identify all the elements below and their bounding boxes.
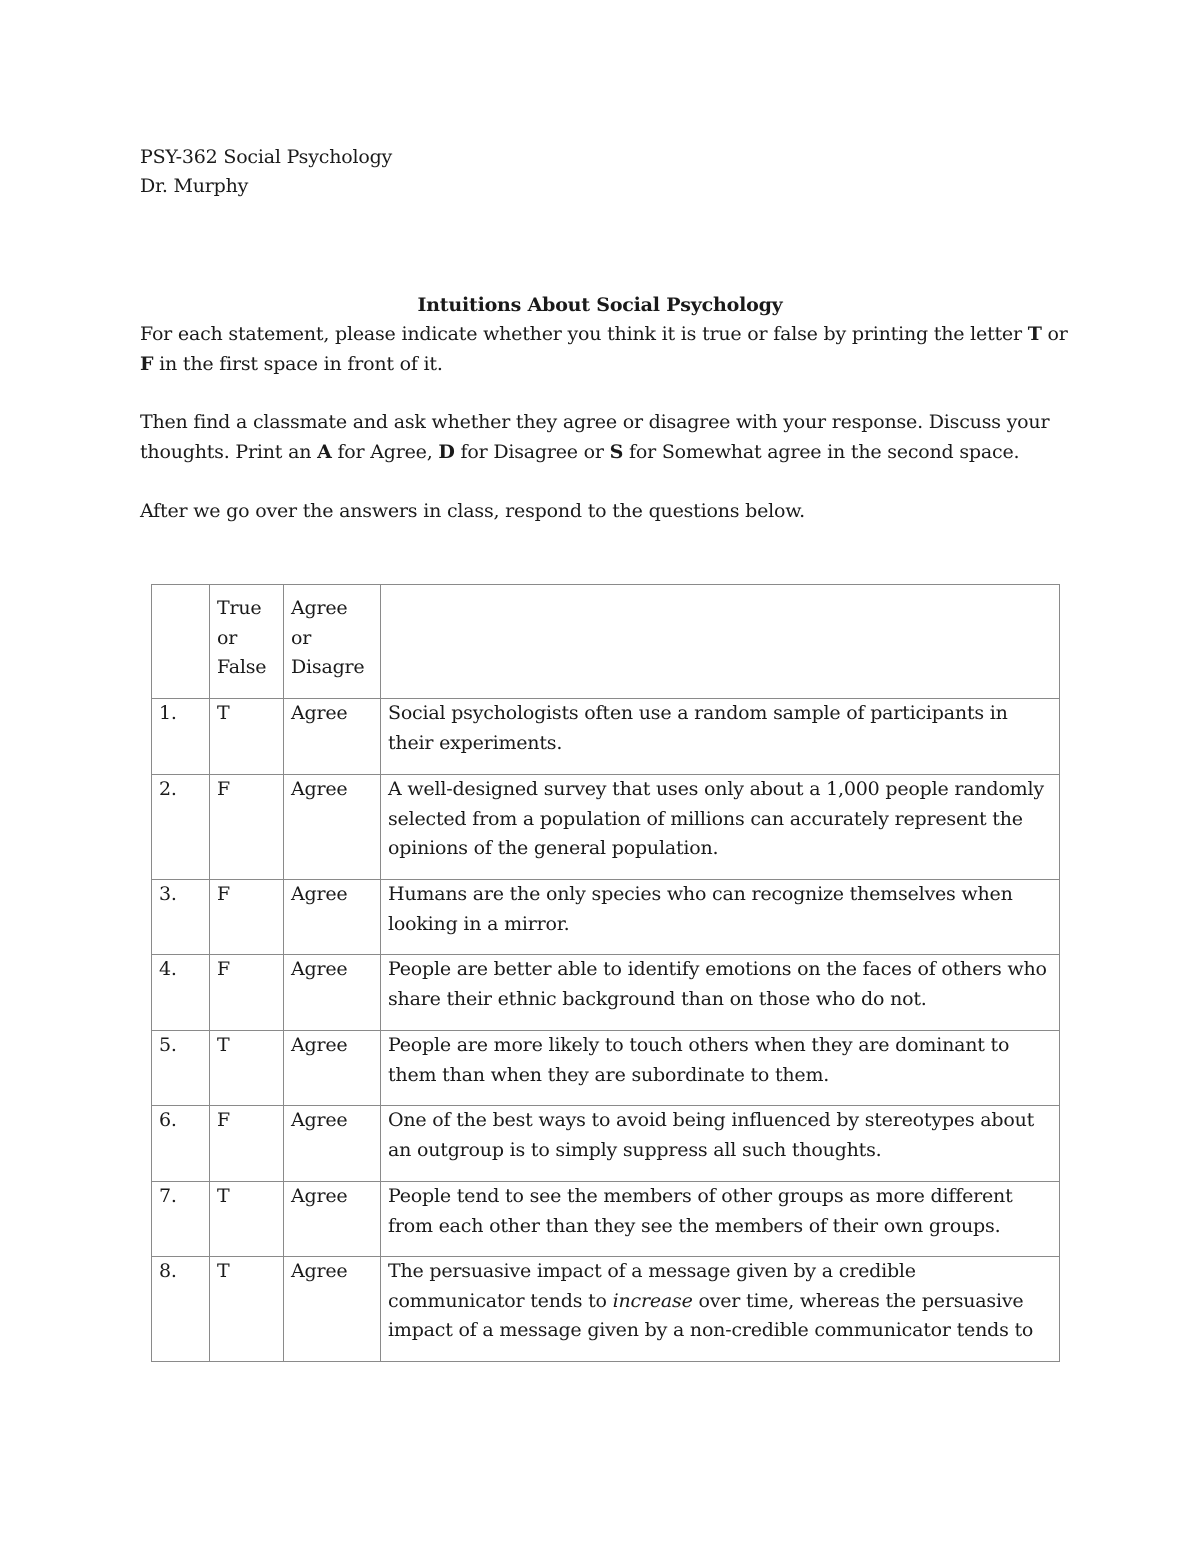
statement-text: Humans are the only species who can recognize themselves when looking in a mirror.	[381, 880, 1060, 955]
true-false-answer[interactable]: T	[210, 1182, 284, 1257]
table-row	[152, 955, 1060, 1031]
course-title: PSY-362 Social Psychology	[140, 146, 393, 168]
row-number: 4.	[152, 955, 210, 1031]
table-row	[152, 1031, 1060, 1106]
row-number: 8.	[152, 1257, 210, 1362]
row-number: 5.	[152, 1031, 210, 1106]
true-false-answer[interactable]: T	[210, 1257, 284, 1362]
table-row	[152, 1182, 1060, 1257]
statements-table	[151, 584, 1060, 1362]
row-number: 3.	[152, 880, 210, 955]
header-true-or-false	[210, 585, 284, 699]
worksheet-title: Intuitions About Social Psychology	[417, 294, 783, 316]
statement-text: One of the best ways to avoid being influenced by stereotypes about an outgroup is to simply suppress all such thoughts.	[381, 1106, 1060, 1182]
statement-text: People are better able to identify emotions on the faces of others who share their ethnic background than on those who do not.	[381, 955, 1060, 1031]
header-tf-line: False	[217, 656, 267, 678]
header-number	[152, 585, 210, 699]
agree-answer[interactable]: Agree	[284, 775, 381, 880]
agree-answer[interactable]: Agree	[284, 1182, 381, 1257]
table-row	[152, 1106, 1060, 1182]
agree-answer[interactable]: Agree	[284, 699, 381, 775]
header-ad-line: Disagre	[291, 656, 365, 678]
instructor-name: Dr. Murphy	[140, 175, 249, 197]
header-statement	[381, 585, 1060, 699]
agree-answer[interactable]: Agree	[284, 1106, 381, 1182]
statement-text: Social psychologists often use a random sample of participants in their experiments.	[381, 699, 1060, 775]
header-tf-line: or	[217, 626, 238, 649]
agree-answer[interactable]: Agree	[284, 955, 381, 1031]
true-false-answer[interactable]: T	[210, 1031, 284, 1106]
true-false-answer[interactable]: F	[210, 880, 284, 955]
header-tf-line: True	[217, 597, 262, 619]
table-header-row	[152, 585, 1060, 699]
instructions-paragraph-3: After we go over the answers in class, respond to the questions below.	[140, 500, 805, 522]
table-row	[152, 880, 1060, 955]
table-row	[152, 1257, 1060, 1362]
statement-text: A well-designed survey that uses only about a 1,000 people randomly selected from a population of millions can accurately represent the opinions of the general population.	[381, 775, 1060, 880]
instructions-paragraph-1: For each statement, please indicate whether you think it is true or false by printing the letter T or F in the first space in front of it.	[140, 323, 1068, 375]
statement-text: The persuasive impact of a message given by a credible communicator tends to increase over time, whereas the persuasive impact of a message given by a non-credible communicator tends to	[381, 1257, 1060, 1362]
table-row	[152, 699, 1060, 775]
row-number: 2.	[152, 775, 210, 880]
agree-answer[interactable]: Agree	[284, 1257, 381, 1362]
statement-text: People are more likely to touch others when they are dominant to them than when they are subordinate to them.	[381, 1031, 1060, 1106]
true-false-answer[interactable]: T	[210, 699, 284, 775]
instructions-paragraph-2: Then find a classmate and ask whether they agree or disagree with your response. Discuss your thoughts. Print an A for Agree, D for Disagree or S for Somewhat agree in the second space.	[140, 411, 1050, 463]
row-number: 6.	[152, 1106, 210, 1182]
true-false-answer[interactable]: F	[210, 775, 284, 880]
statement-text: People tend to see the members of other groups as more different from each other than they see the members of their own groups.	[381, 1182, 1060, 1257]
header-agree-or-disagree	[284, 585, 381, 699]
header-ad-line: or	[291, 626, 312, 649]
agree-answer[interactable]: Agree	[284, 1031, 381, 1106]
row-number: 7.	[152, 1182, 210, 1257]
header-ad-line: Agree	[291, 597, 348, 619]
table-row	[152, 775, 1060, 880]
true-false-answer[interactable]: F	[210, 955, 284, 1031]
agree-answer[interactable]: Agree	[284, 880, 381, 955]
row-number: 1.	[152, 699, 210, 775]
true-false-answer[interactable]: F	[210, 1106, 284, 1182]
